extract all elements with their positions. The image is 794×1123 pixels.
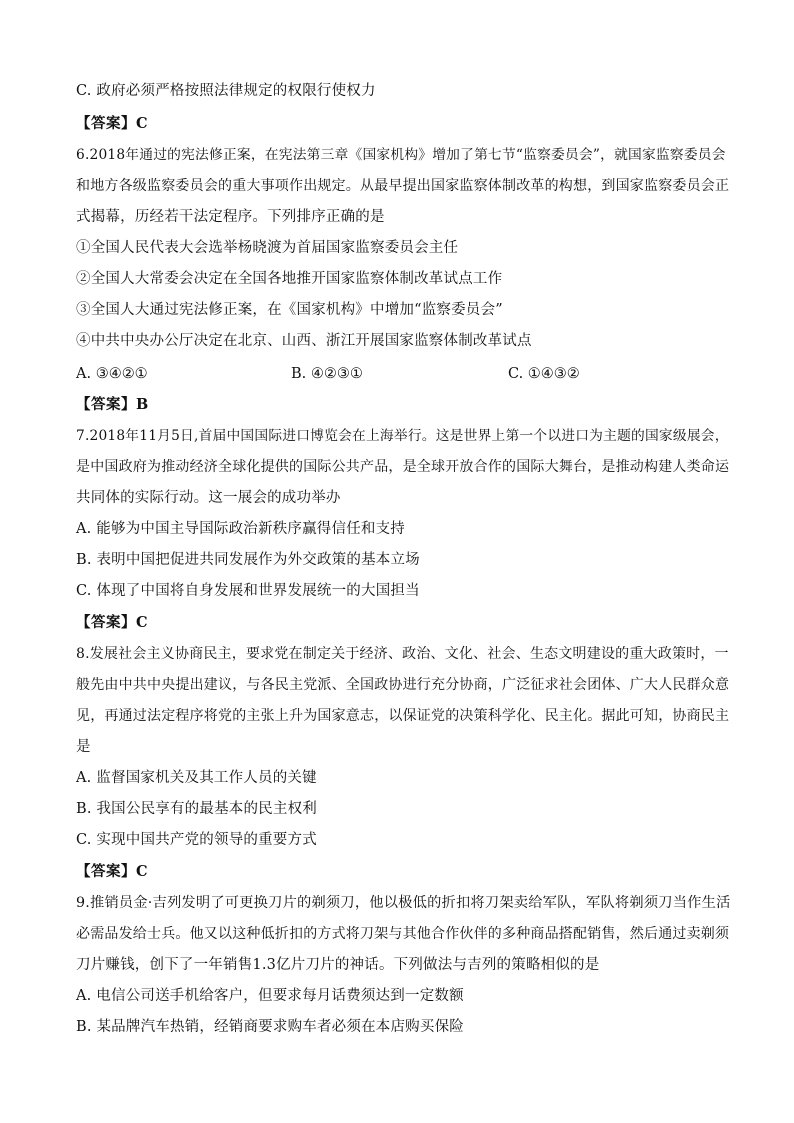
- q9-stem-line-1: 9.推销员金·吉列发明了可更换刀片的剃须刀，他以极低的折扣将刀架卖给军队，军队将剃须刀当作生活: [76, 895, 731, 911]
- q8-stem-line-4: 是: [76, 739, 91, 755]
- q7-option-c: C. 体现了中国将自身发展和世界发展统一的大国担当: [76, 583, 420, 599]
- q8-answer: 【答案】C: [76, 863, 149, 880]
- q6-item-4: ④中共中央办公厅决定在北京、山西、浙江开展国家监察体制改革试点: [76, 333, 532, 349]
- q9-option-a: A. 电信公司送手机给客户，但要求每月话费须达到一定数额: [76, 988, 464, 1004]
- q6-item-2: ②全国人大常委会决定在全国各地推开国家监察体制改革试点工作: [76, 271, 503, 287]
- q6-option-c: C. ①④③②: [508, 366, 580, 382]
- q6-item-1: ①全国人民代表大会选举杨晓渡为首届国家监察委员会主任: [76, 240, 459, 256]
- q6-option-b: B. ④②③①: [291, 366, 363, 382]
- q6-stem-line-2: 和地方各级监察委员会的重大事项作出规定。从最早提出国家监察体制改革的构想，到国家监察委员会正: [76, 178, 730, 194]
- q8-stem-line-3: 见，再通过法定程序将党的主张上升为国家意志，以保证党的决策科学化、民主化。据此可知，协商民主: [76, 708, 730, 724]
- q6-stem-line-1: 6.2018年通过的宪法修正案，在宪法第三章《国家机构》增加了第七节“监察委员会”，就国家监察委员会: [76, 147, 726, 163]
- q9-stem-line-2: 必需品发给士兵。他又以这种低折扣的方式将刀架与其他合作伙伴的多种商品搭配销售，然后通过卖剃须: [76, 926, 730, 942]
- q7-stem-line-3: 共同体的实际行动。这一展会的成功举办: [76, 490, 341, 506]
- q8-option-a: A. 监督国家机关及其工作人员的关键: [76, 770, 317, 786]
- q7-stem-line-2: 是中国政府为推动经济全球化提供的国际公共产品，是全球开放合作的国际大舞台，是推动构建人类命运: [76, 459, 730, 475]
- q8-option-b: B. 我国公民享有的最基本的民主权利: [76, 801, 317, 817]
- q5-option-c: C. 政府必须严格按照法律规定的权限行使权力: [76, 83, 376, 99]
- q6-answer: 【答案】B: [76, 396, 149, 413]
- q5-answer: 【答案】C: [76, 115, 149, 132]
- q6-options: [76, 364, 736, 384]
- q7-answer: 【答案】C: [76, 614, 149, 631]
- q7-stem-line-1: 7.2018年11月5日,首届中国国际进口博览会在上海举行。这是世界上第一个以进口为主题的国家级展会，: [76, 428, 729, 444]
- q6-option-a: A. ③④②①: [76, 366, 148, 382]
- q8-stem-line-2: 般先由中共中央提出建议，与各民主党派、全国政协进行充分协商，广泛征求社会团体、广大人民群众意: [76, 677, 730, 693]
- q8-stem-line-1: 8.发展社会主义协商民主，要求党在制定关于经济、政治、文化、社会、生态文明建设的重大政策时，一: [76, 646, 729, 662]
- q9-stem-line-3: 刀片赚钱，创下了一年销售1.3亿片刀片的神话。下列做法与吉列的策略相似的是: [76, 957, 600, 973]
- q6-stem-line-3: 式揭幕，历经若干法定程序。下列排序正确的是: [76, 209, 385, 225]
- q9-option-b: B. 某品牌汽车热销，经销商要求购车者必须在本店购买保险: [76, 1019, 464, 1035]
- q7-option-a: A. 能够为中国主导国际政治新秩序赢得信任和支持: [76, 521, 405, 537]
- q8-option-c: C. 实现中国共产党的领导的重要方式: [76, 832, 317, 848]
- q6-item-3: ③全国人大通过宪法修正案，在《国家机构》中增加“监察委员会”: [76, 302, 503, 318]
- q7-option-b: B. 表明中国把促进共同发展作为外交政策的基本立场: [76, 552, 420, 568]
